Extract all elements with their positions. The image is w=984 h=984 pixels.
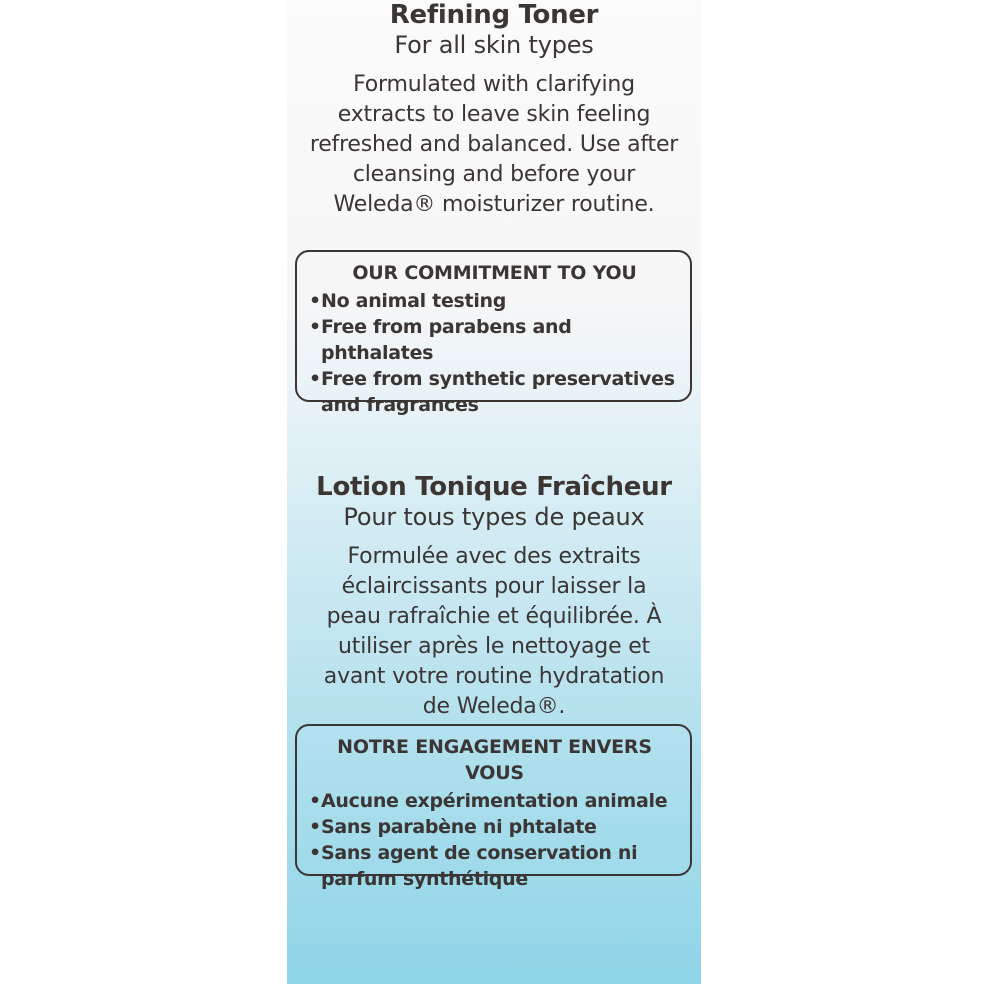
commitment-list-fr — [309, 788, 680, 892]
product-title-fr: Lotion Tonique Fraîcheur — [316, 472, 672, 502]
product-description-en: Formulated with clarifying extracts to leave skin feeling refreshed and balanced. Use after cleansing and before your Weleda® moisturizer routine. — [309, 72, 679, 217]
commitment-list-en — [309, 288, 680, 418]
product-subtitle-en: For all skin types — [394, 31, 594, 59]
product-subtitle-fr: Pour tous types de peaux — [343, 503, 645, 531]
commitment-item: • No animal testing — [309, 288, 680, 314]
commitment-box-en — [295, 250, 692, 416]
commitment-item: • Free from parabens and phthalates — [309, 314, 680, 366]
product-description-fr: Formulée avec des extraits éclaircissants pour laisser la peau rafraîchie et équilibrée. À utiliser après le nettoyage et avant votre routine hydratation de Weleda®. — [323, 544, 665, 719]
product-label-panel — [287, 0, 701, 984]
commitment-item: • Aucune expérimentation animale — [309, 788, 680, 814]
commitment-item: • Sans agent de conservation ni parfum synthétique — [309, 840, 680, 892]
commitment-box-fr — [295, 724, 692, 890]
commitment-title-fr: NOTRE ENGAGEMENT ENVERS VOUS — [337, 736, 652, 784]
english-section — [287, 0, 701, 220]
french-section — [287, 472, 701, 722]
product-title-en: Refining Toner — [389, 0, 599, 30]
commitment-title-en: OUR COMMITMENT TO YOU — [352, 262, 637, 284]
commitment-item: • Sans parabène ni phtalate — [309, 814, 680, 840]
commitment-item: • Free from synthetic preservatives and fragrances — [309, 366, 680, 418]
